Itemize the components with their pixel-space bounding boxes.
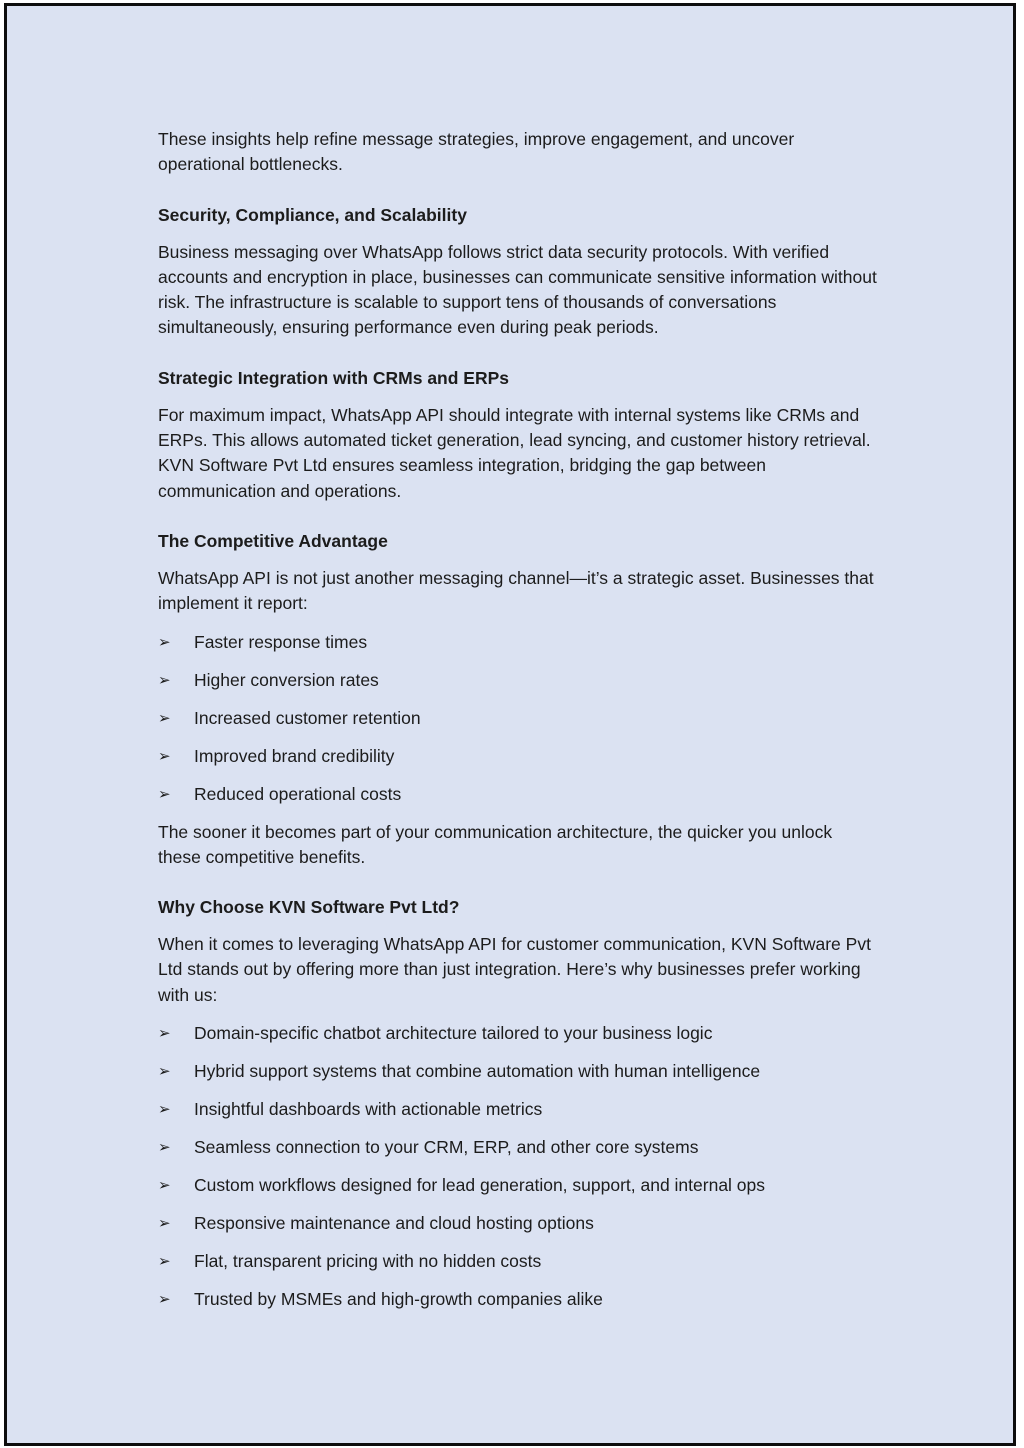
arrow-bullet-icon: ➢ (158, 1024, 171, 1043)
why-kvn-list (158, 1021, 878, 1312)
arrow-bullet-icon: ➢ (158, 632, 171, 651)
list-item-text: Custom workflows designed for lead generation, support, and internal ops (194, 1175, 766, 1196)
section-heading-security: Security, Compliance, and Scalability (158, 204, 467, 225)
arrow-bullet-icon: ➢ (158, 1100, 171, 1119)
list-item-text: Improved brand credibility (194, 745, 395, 766)
intro-paragraph: These insights help refine message strategies, improve engagement, and uncover operational bottlenecks. (158, 129, 795, 175)
section-heading-advantage: The Competitive Advantage (158, 530, 388, 551)
arrow-bullet-icon: ➢ (158, 784, 171, 803)
section-closing-advantage: The sooner it becomes part of your communication architecture, the quicker you unlock these competitive benefits. (158, 821, 833, 867)
arrow-bullet-icon: ➢ (158, 1176, 171, 1195)
list-item-text: Flat, transparent pricing with no hidden costs (194, 1251, 542, 1272)
list-item (158, 1135, 878, 1160)
arrow-bullet-icon: ➢ (158, 1138, 171, 1157)
section-body-why-kvn: When it comes to leveraging WhatsApp API for customer communication, KVN Software Pvt Ltd stands out by offering more than just integration. Here’s why businesses prefer working with us: (158, 934, 871, 1005)
list-item-text: Insightful dashboards with actionable metrics (194, 1099, 543, 1120)
arrow-bullet-icon: ➢ (158, 1214, 171, 1233)
arrow-bullet-icon: ➢ (158, 1290, 171, 1309)
list-item (158, 1097, 878, 1122)
advantage-list (158, 630, 878, 807)
list-item-text: Higher conversion rates (194, 669, 379, 690)
arrow-bullet-icon: ➢ (158, 1252, 171, 1271)
list-item (158, 1021, 878, 1046)
document-page (4, 3, 1016, 1446)
section-heading-integration: Strategic Integration with CRMs and ERPs (158, 367, 510, 388)
arrow-bullet-icon: ➢ (158, 1062, 171, 1081)
list-item (158, 668, 878, 693)
list-item-text: Hybrid support systems that combine automation with human intelligence (194, 1061, 761, 1082)
section-body-integration: For maximum impact, WhatsApp API should integrate with internal systems like CRMs and ERPs. This allows automated ticket generation, lead syncing, and customer history retrieval. KVN Software Pvt Ltd ensures seamless integration, bridging the gap between communication and operations. (158, 404, 871, 501)
list-item-text: Trusted by MSMEs and high-growth companies alike (194, 1289, 603, 1310)
list-item (158, 1287, 878, 1312)
list-item (158, 706, 878, 731)
list-item-text: Responsive maintenance and cloud hosting options (194, 1213, 594, 1234)
list-item-text: Reduced operational costs (194, 783, 402, 804)
list-item-text: Seamless connection to your CRM, ERP, and other core systems (194, 1137, 699, 1158)
list-item (158, 1211, 878, 1236)
list-item-text: Faster response times (194, 631, 368, 652)
section-body-security: Business messaging over WhatsApp follows strict data security protocols. With verified accounts and encryption in place, businesses can communicate sensitive information without risk. The infrastructure is scalable to support tens of thousands of conversations simultaneously, ensuring performance even during peak periods. (158, 241, 877, 338)
list-item (158, 630, 878, 655)
list-item-text: Domain-specific chatbot architecture tailored to your business logic (194, 1023, 713, 1044)
list-item (158, 744, 878, 769)
list-item (158, 782, 878, 807)
list-item (158, 1249, 878, 1274)
list-item-text: Increased customer retention (194, 707, 421, 728)
document-content (158, 127, 878, 1325)
list-item (158, 1059, 878, 1084)
section-body-advantage: WhatsApp API is not just another messaging channel—it’s a strategic asset. Businesses that implement it report: (158, 567, 874, 614)
arrow-bullet-icon: ➢ (158, 670, 171, 689)
section-heading-why-kvn: Why Choose KVN Software Pvt Ltd? (158, 897, 460, 918)
arrow-bullet-icon: ➢ (158, 708, 171, 727)
list-item (158, 1173, 878, 1198)
arrow-bullet-icon: ➢ (158, 746, 171, 765)
